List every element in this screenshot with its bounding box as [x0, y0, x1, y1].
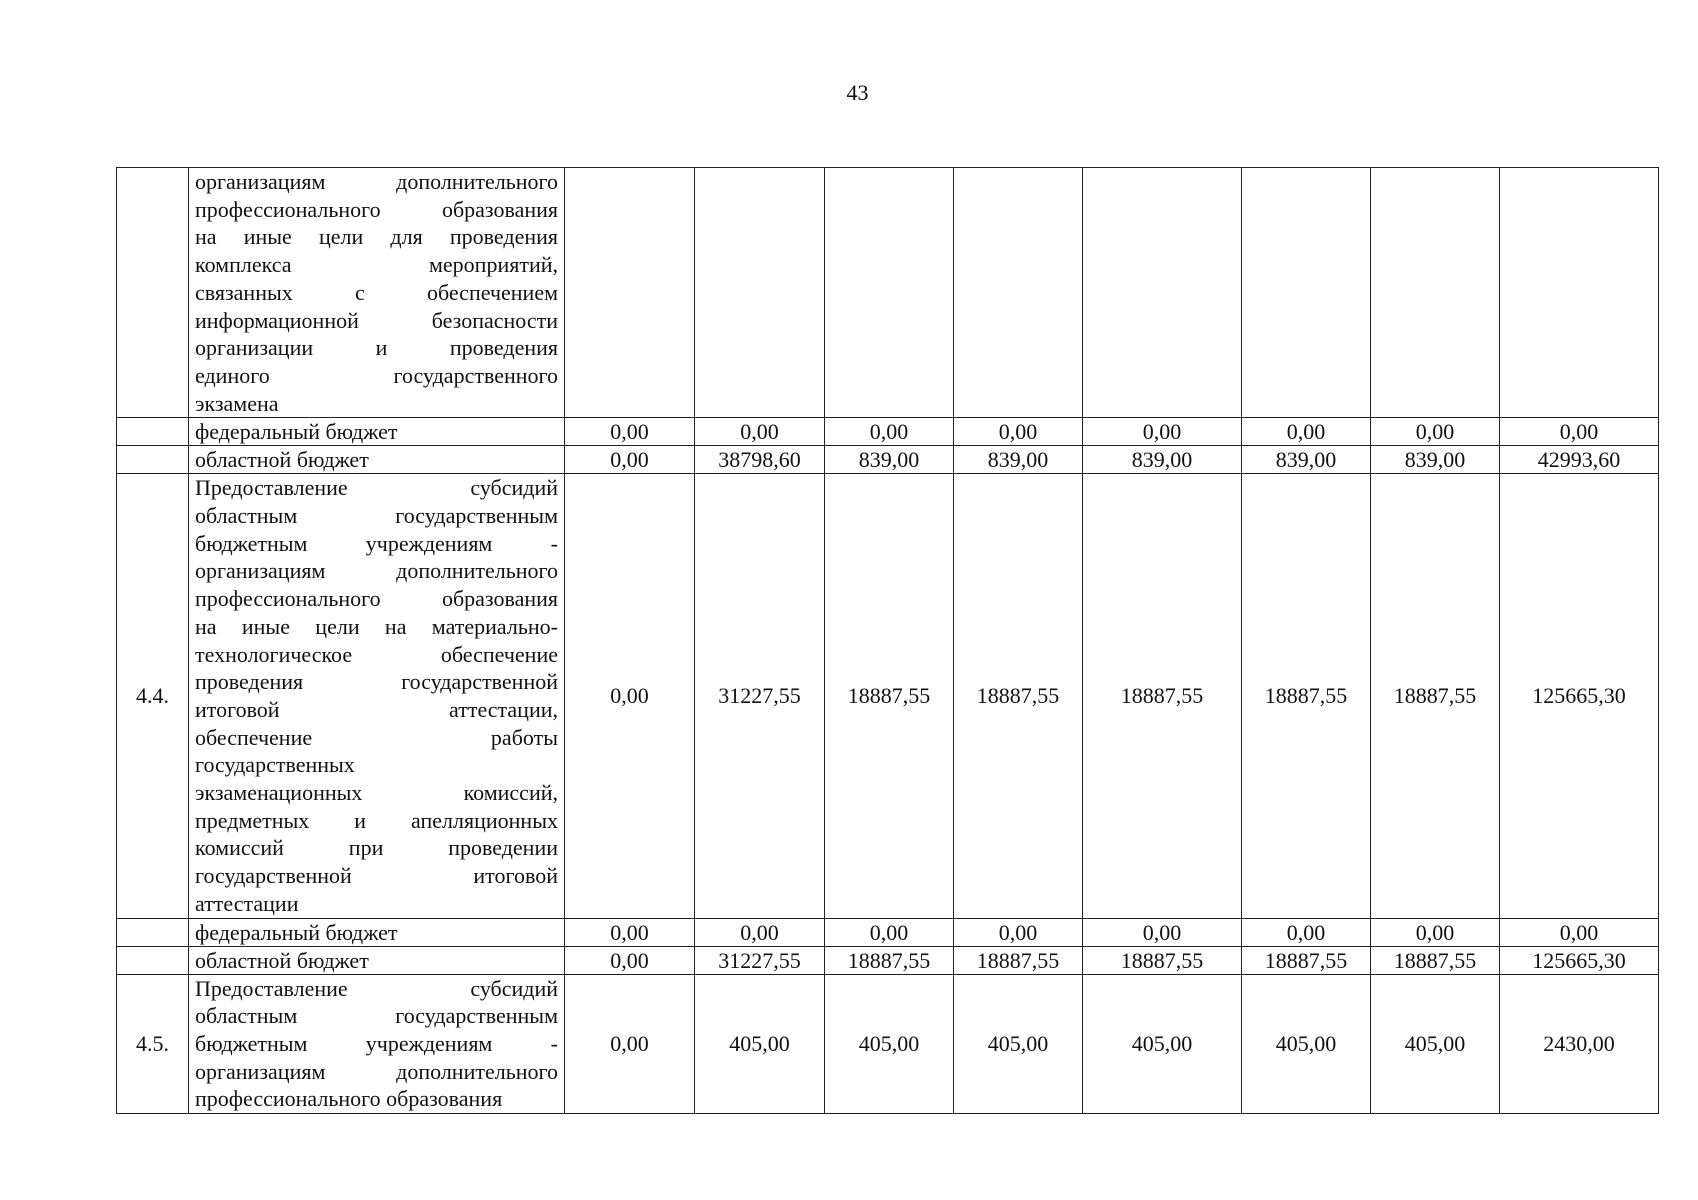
value-cell: 0,00 — [565, 946, 695, 974]
description-line: комиссий при проведении — [195, 835, 558, 861]
description-line: связанных с обеспечением — [195, 279, 558, 305]
row-number — [117, 946, 189, 974]
value-cell: 0,00 — [1371, 918, 1500, 946]
value-cell — [695, 168, 825, 418]
row-number — [117, 918, 189, 946]
value-cell: 18887,55 — [1083, 946, 1242, 974]
description-line: Предоставление субсидий — [195, 475, 558, 501]
row-description: областной бюджет — [189, 946, 565, 974]
description-line: проведения государственной — [195, 669, 558, 695]
value-cell: 839,00 — [1242, 446, 1371, 474]
value-cell: 0,00 — [565, 446, 695, 474]
description-line: экзаменационных комиссий, — [195, 780, 558, 806]
value-cell: 405,00 — [825, 974, 954, 1114]
description-line: областным государственным — [195, 503, 558, 529]
row-description: федеральный бюджет — [189, 918, 565, 946]
value-cell: 0,00 — [695, 418, 825, 446]
description-line: на иные цели на материально- — [195, 613, 558, 639]
description-line: обеспечение работы — [195, 724, 558, 750]
value-cell: 405,00 — [1083, 974, 1242, 1114]
value-cell: 31227,55 — [695, 946, 825, 974]
description-line: аттестации — [195, 890, 299, 916]
value-cell: 0,00 — [1242, 918, 1371, 946]
row-description: областной бюджет — [189, 446, 565, 474]
value-cell: 0,00 — [695, 918, 825, 946]
value-cell: 405,00 — [695, 974, 825, 1114]
value-cell: 18887,55 — [1371, 946, 1500, 974]
page-number: 43 — [846, 80, 869, 105]
description-line: организации и проведения — [195, 335, 558, 361]
description-line: предметных и апелляционных — [195, 807, 558, 833]
value-cell: 0,00 — [825, 418, 954, 446]
value-cell: 125665,30 — [1500, 474, 1659, 918]
budget-table — [116, 167, 1659, 1114]
value-cell: 839,00 — [954, 446, 1083, 474]
row-description: федеральный бюджет — [189, 418, 565, 446]
row-number — [117, 446, 189, 474]
value-cell: 18887,55 — [1242, 946, 1371, 974]
value-cell: 405,00 — [954, 974, 1083, 1114]
value-cell — [954, 168, 1083, 418]
value-cell: 0,00 — [1371, 418, 1500, 446]
value-cell: 839,00 — [1083, 446, 1242, 474]
row-description — [189, 974, 565, 1114]
value-cell: 18887,55 — [825, 946, 954, 974]
description-line: профессионального образования — [195, 196, 558, 222]
value-cell: 839,00 — [1371, 446, 1500, 474]
value-cell — [1371, 168, 1500, 418]
value-cell — [1083, 168, 1242, 418]
value-cell: 18887,55 — [825, 474, 954, 918]
description-line: комплекса мероприятий, — [195, 252, 558, 278]
value-cell: 405,00 — [1242, 974, 1371, 1114]
description-line: экзамена — [195, 390, 279, 416]
description-line: организациям дополнительного — [195, 1058, 558, 1084]
description-line: организациям дополнительного — [195, 169, 558, 194]
row-number: 4.4. — [117, 474, 189, 918]
budget-row — [117, 446, 1659, 474]
description-line: организациям дополнительного — [195, 558, 558, 584]
description-line: областным государственным — [195, 1003, 558, 1029]
value-cell: 18887,55 — [1083, 474, 1242, 918]
row-description — [189, 168, 565, 418]
value-cell — [825, 168, 954, 418]
row-number — [117, 168, 189, 418]
row-description — [189, 474, 565, 918]
value-cell: 18887,55 — [1371, 474, 1500, 918]
value-cell — [565, 168, 695, 418]
row-number — [117, 418, 189, 446]
value-cell: 31227,55 — [695, 474, 825, 918]
description-line: единого государственного — [195, 362, 558, 388]
value-cell: 18887,55 — [1242, 474, 1371, 918]
description-line: бюджетным учреждениям - — [195, 1030, 558, 1056]
value-cell: 0,00 — [565, 418, 695, 446]
value-cell: 0,00 — [954, 418, 1083, 446]
value-cell: 0,00 — [1500, 918, 1659, 946]
value-cell: 0,00 — [565, 474, 695, 918]
description-line: профессионального образования — [195, 1086, 503, 1112]
description-line: профессионального образования — [195, 586, 558, 612]
value-cell: 0,00 — [954, 918, 1083, 946]
item-row — [117, 974, 1659, 1114]
value-cell: 0,00 — [565, 974, 695, 1114]
value-cell: 0,00 — [825, 918, 954, 946]
value-cell: 0,00 — [1083, 918, 1242, 946]
value-cell: 42993,60 — [1500, 446, 1659, 474]
value-cell: 18887,55 — [954, 474, 1083, 918]
value-cell: 18887,55 — [954, 946, 1083, 974]
value-cell: 0,00 — [1500, 418, 1659, 446]
value-cell: 0,00 — [1242, 418, 1371, 446]
value-cell — [1500, 168, 1659, 418]
description-line: технологическое обеспечение — [195, 641, 558, 667]
value-cell: 839,00 — [825, 446, 954, 474]
row-number: 4.5. — [117, 974, 189, 1114]
value-cell: 0,00 — [1083, 418, 1242, 446]
budget-row — [117, 946, 1659, 974]
description-line: государственных — [195, 752, 355, 778]
value-cell: 2430,00 — [1500, 974, 1659, 1114]
item-row — [117, 168, 1659, 418]
description-line: информационной безопасности — [195, 307, 558, 333]
description-line: итоговой аттестации, — [195, 696, 558, 722]
value-cell: 38798,60 — [695, 446, 825, 474]
value-cell: 0,00 — [565, 918, 695, 946]
value-cell: 125665,30 — [1500, 946, 1659, 974]
description-line: государственной итоговой — [195, 863, 558, 889]
value-cell — [1242, 168, 1371, 418]
item-row — [117, 474, 1659, 918]
budget-row — [117, 918, 1659, 946]
description-line: на иные цели для проведения — [195, 224, 558, 250]
description-line: бюджетным учреждениям - — [195, 530, 558, 556]
description-line: Предоставление субсидий — [195, 975, 558, 1001]
budget-row — [117, 418, 1659, 446]
value-cell: 405,00 — [1371, 974, 1500, 1114]
